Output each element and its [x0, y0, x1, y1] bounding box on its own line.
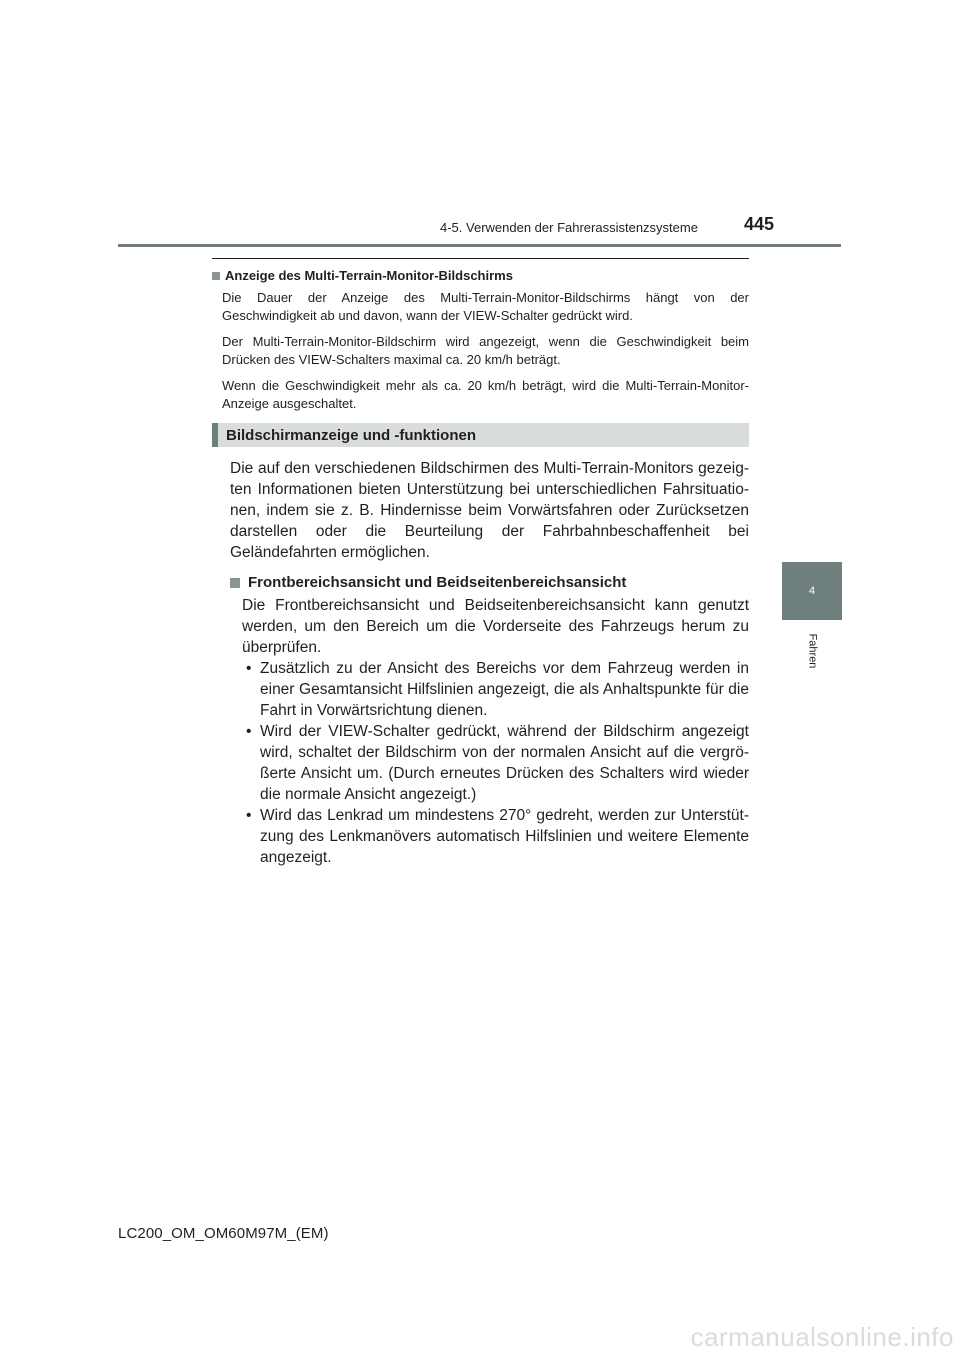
watermark: carmanualsonline.info: [690, 1322, 954, 1352]
note-paragraph: Der Multi-Terrain-Monitor-Bildschirm wird angezeigt, wenn die Geschwindigkeit beim Drücken des VIEW-Schalters maximal ca. 20 km/h beträgt.: [222, 334, 749, 367]
note-paragraph: Wenn die Geschwindigkeit mehr als ca. 20 km/h beträgt, wird die Multi-Terrain-Monitor-Anzeige ausgeschaltet.: [222, 378, 749, 411]
subsection-body: Die Frontbereichsansicht und Beidseitenbereichsansicht kann genutzt werden, um den Bereich um die Vorderseite des Fahrzeugs herum zu überprüfen.: [242, 597, 749, 656]
bullet-dot-icon: •: [246, 723, 252, 740]
square-bullet-icon: [230, 578, 240, 588]
page-number: 445: [744, 214, 775, 234]
square-bullet-icon: [212, 272, 220, 280]
note-paragraph: Die Dauer der Anzeige des Multi-Terrain-Monitor-Bildschirms hängt von der Geschwindigkeit ab und davon, wann der VIEW-Schalter gedrückt wird.: [222, 290, 749, 323]
bullet-item: [242, 721, 749, 805]
note-heading-text: Anzeige des Multi-Terrain-Monitor-Bildschirms: [225, 268, 513, 283]
main-content: [212, 258, 749, 868]
section-intro: Die auf den verschiedenen Bildschirmen des Multi-Terrain-Monitors gezeigten Informationen bieten Unterstützung bei unterschiedlichen Fahrsituationen, indem sie z. B. Hindernisse beim Vorwärtsfahren oder Zurücksetzen darstellen oder die Beurteilung der Fahrbahnbeschaffenheit bei Geländefahrten ermöglichen.: [230, 460, 749, 561]
bullet-list: [212, 658, 749, 868]
bullet-dot-icon: •: [246, 660, 252, 677]
bullet-text: Zusätzlich zu der Ansicht des Bereichs vor dem Fahrzeug werden in einer Gesamtansicht Hilfslinien angezeigt, die als Anhaltspunkte für die Fahrt in Vorwärtsrichtung dienen.: [260, 660, 749, 719]
section-title-bar: [212, 423, 749, 447]
chapter-number: 4: [808, 585, 816, 597]
section-title: Bildschirmanzeige und -funktionen: [226, 426, 477, 444]
bullet-item: [242, 658, 749, 721]
chapter-label: Fahren: [805, 633, 818, 669]
subsection-title: Frontbereichsansicht und Beidseitenbereichsansicht: [248, 574, 627, 591]
chapter-label-container: [785, 628, 839, 674]
note-divider: [212, 258, 749, 259]
header-divider: [118, 244, 841, 247]
document-code: LC200_OM_OM60M97M_(EM): [118, 1225, 329, 1242]
bullet-item: [242, 805, 749, 868]
bullet-text: Wird der VIEW-Schalter gedrückt, während der Bildschirm angezeigt wird, schaltet der Bildschirm von der normalen Ansicht auf die vergrößerte Ansicht um. (Durch erneutes Drücken des Schalters wird wieder die normale Ansicht angezeigt.): [260, 723, 749, 803]
bullet-dot-icon: •: [246, 807, 252, 824]
running-header-section: 4-5. Verwenden der Fahrerassistenzsysteme: [440, 220, 698, 235]
note-heading: [212, 268, 749, 283]
chapter-tab: [782, 562, 842, 620]
bullet-text: Wird das Lenkrad um mindestens 270° gedreht, werden zur Unterstützung des Lenkmanövers automatisch Hilfslinien und weitere Elemente angezeigt.: [260, 807, 749, 866]
subsection-heading: [230, 572, 749, 593]
